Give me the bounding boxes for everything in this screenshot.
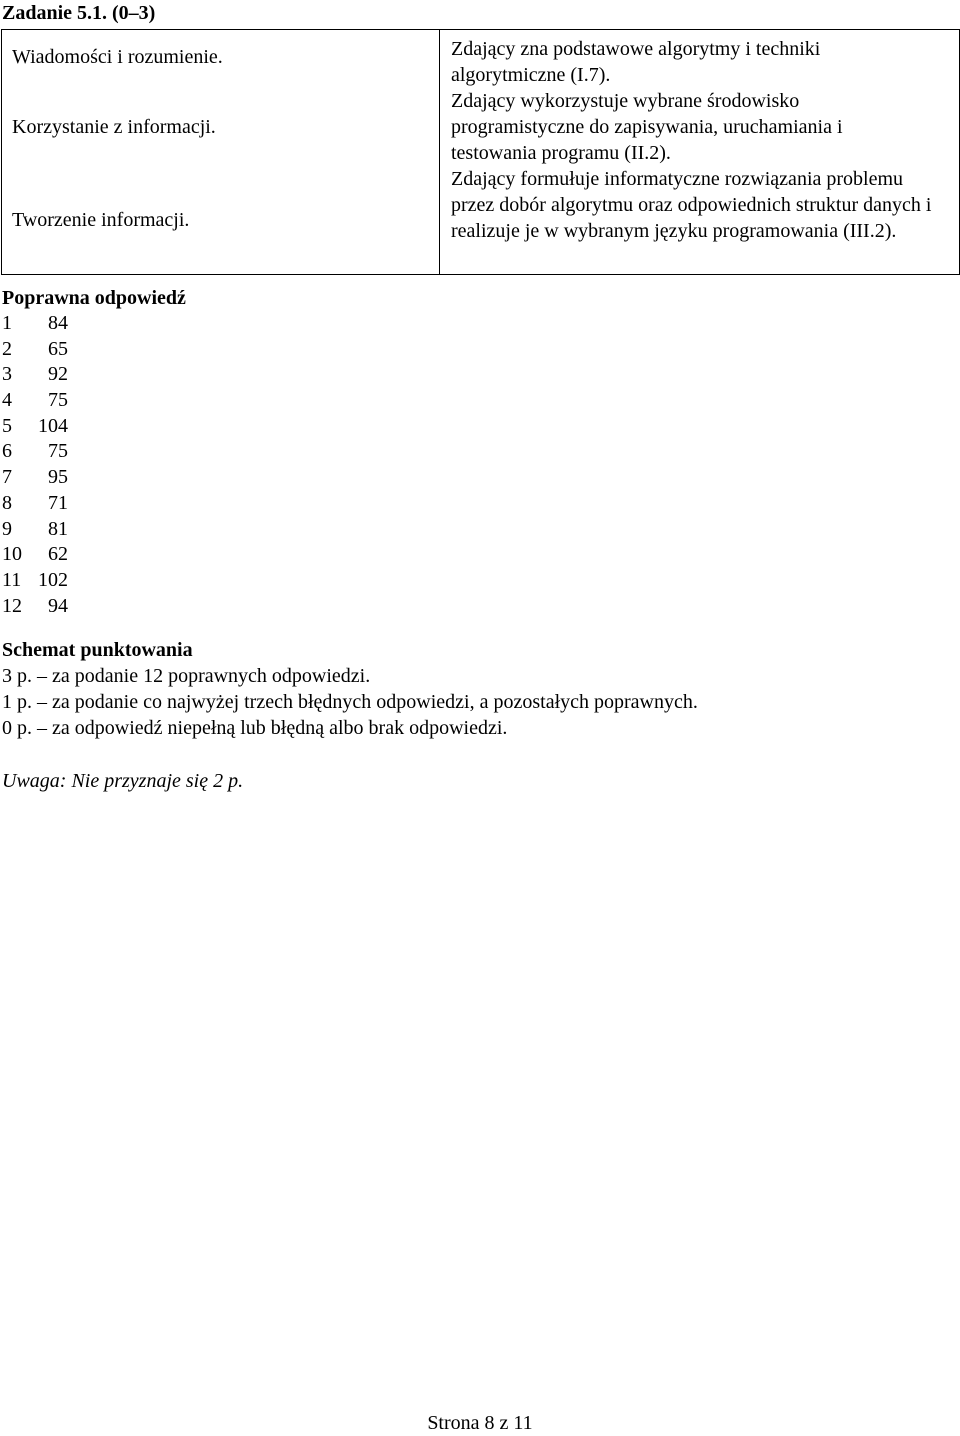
answer-value: 71: [48, 491, 68, 514]
requirement-description: Zdający zna podstawowe algorytmy i techniki algorytmiczne (I.7).: [451, 38, 821, 86]
answer-value: 104: [38, 414, 68, 437]
answers-list: [2, 311, 186, 619]
scoring-note: Uwaga: Nie przyznaje się 2 p.: [2, 770, 244, 792]
scoring-section: [2, 637, 698, 741]
requirement-areas-cell: [2, 30, 440, 275]
answer-row: [2, 491, 186, 517]
answer-row: [2, 337, 186, 363]
answer-number: 7: [2, 466, 12, 489]
task-title: Zadanie 5.1. (0–3): [2, 2, 156, 24]
area-using-information: Korzystanie z informacji.: [12, 116, 216, 138]
answer-value: 94: [48, 594, 68, 617]
answer-row: [2, 388, 186, 414]
scoring-line: 1 p. – za podanie co najwyżej trzech błędnych odpowiedzi, a pozostałych poprawnych.: [2, 691, 698, 713]
answer-value: 81: [48, 517, 68, 540]
answer-number: 12: [2, 594, 22, 617]
requirement-description: Zdający formułuje informatyczne rozwiązania problemu przez dobór algorytmu oraz odpowiednich struktur danych i realizuje je w wybranym języku programowania (III.2).: [451, 168, 932, 242]
answer-value: 102: [38, 568, 68, 591]
answer-row: [2, 414, 186, 440]
answer-number: 5: [2, 414, 12, 437]
answer-value: 62: [48, 543, 68, 566]
requirements-row: [2, 30, 960, 275]
answer-value: 75: [48, 389, 68, 412]
answer-number: 3: [2, 363, 12, 386]
answer-number: 8: [2, 491, 12, 514]
answer-number: 11: [2, 568, 22, 591]
answer-number: 9: [2, 517, 12, 540]
answer-row: [2, 542, 186, 568]
answer-row: [2, 517, 186, 543]
answer-row: [2, 568, 186, 594]
answer-row: [2, 311, 186, 337]
answer-row: [2, 594, 186, 620]
requirements-table: [1, 29, 960, 275]
scoring-heading: Schemat punktowania: [2, 639, 193, 661]
area-creating-information: Tworzenie informacji.: [12, 209, 190, 231]
requirement-descriptions-cell: [440, 30, 960, 275]
answer-value: 75: [48, 440, 68, 463]
correct-answers-section: [2, 285, 186, 619]
scoring-line: 3 p. – za podanie 12 poprawnych odpowiedzi.: [2, 665, 371, 687]
answer-row: [2, 465, 186, 491]
requirement-description: Zdający wykorzystuje wybrane środowisko programistyczne do zapisywania, uruchamiania i testowania programu (II.2).: [451, 90, 843, 164]
answer-number: 1: [2, 312, 12, 334]
area-knowledge: Wiadomości i rozumienie.: [12, 46, 223, 68]
answer-value: 92: [48, 363, 68, 386]
scoring-line: 0 p. – za odpowiedź niepełną lub błędną albo brak odpowiedzi.: [2, 717, 508, 739]
answer-row: [2, 439, 186, 465]
answer-value: 84: [48, 312, 68, 334]
answer-value: 65: [48, 337, 68, 360]
correct-answers-heading: Poprawna odpowiedź: [2, 287, 186, 309]
answer-number: 4: [2, 389, 12, 412]
answer-number: 10: [2, 543, 22, 566]
answer-row: [2, 362, 186, 388]
page-number: Strona 8 z 11: [427, 1412, 533, 1434]
answer-value: 95: [48, 466, 68, 489]
answer-number: 2: [2, 337, 12, 360]
answer-number: 6: [2, 440, 12, 463]
